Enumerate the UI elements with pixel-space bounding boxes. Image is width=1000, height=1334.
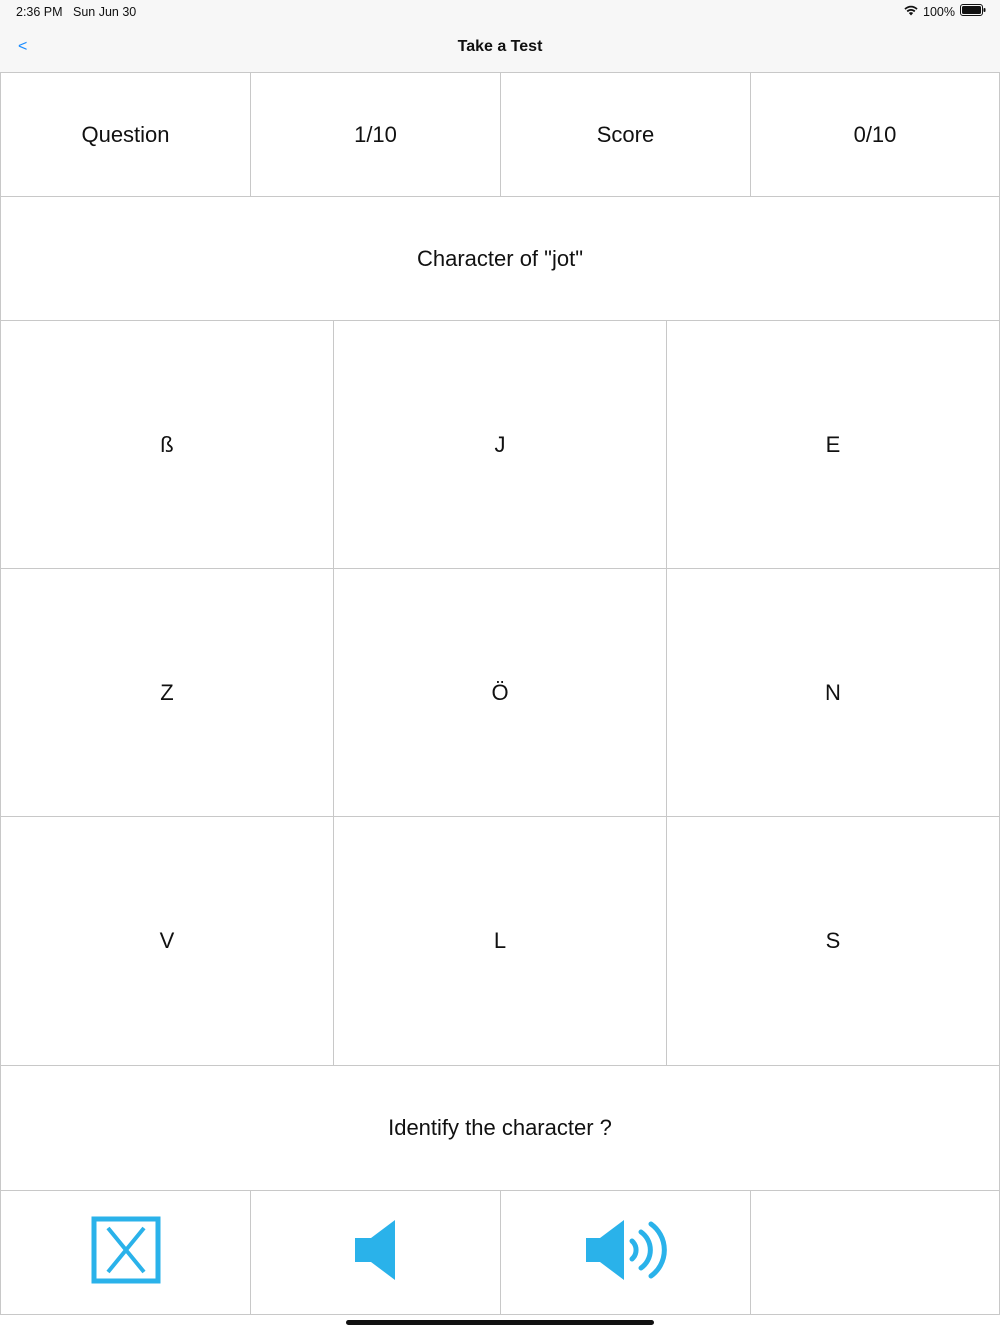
mute-button[interactable] — [250, 1190, 501, 1315]
option-label: J — [494, 431, 506, 457]
status-right — [904, 4, 986, 19]
option-label: N — [825, 679, 841, 705]
option-cell[interactable] — [0, 568, 334, 817]
score-label-cell — [500, 72, 751, 197]
option-cell[interactable] — [0, 816, 334, 1066]
page-title: Take a Test — [457, 38, 543, 55]
question-label: Question — [81, 121, 170, 147]
option-cell[interactable] — [0, 320, 334, 569]
status-date: Sun Jun 30 — [73, 5, 137, 19]
close-box-icon — [91, 1216, 161, 1289]
question-value: 1/10 — [354, 121, 397, 147]
play-sound-button[interactable] — [500, 1190, 751, 1315]
wifi-icon — [904, 5, 918, 19]
option-cell[interactable] — [333, 568, 667, 817]
option-label: Ö — [491, 679, 509, 705]
instruction-cell — [0, 1065, 1000, 1191]
option-label: S — [825, 928, 841, 953]
speaker-mute-icon — [353, 1218, 399, 1287]
option-label: V — [159, 928, 175, 953]
score-value: 0/10 — [853, 121, 897, 147]
status-bar — [0, 0, 1000, 24]
option-cell[interactable] — [666, 568, 1000, 817]
back-button[interactable]: < — [18, 38, 28, 55]
instruction-text: Identify the character ? — [388, 1115, 612, 1140]
question-label-cell — [0, 72, 251, 197]
battery-icon — [960, 4, 986, 19]
close-button[interactable] — [0, 1190, 251, 1315]
option-cell[interactable] — [666, 816, 1000, 1066]
option-label: L — [493, 928, 507, 953]
speaker-loud-icon — [584, 1218, 668, 1287]
option-cell[interactable] — [666, 320, 1000, 569]
option-label: Z — [160, 679, 174, 705]
question-prompt: Character of "jot" — [416, 245, 584, 271]
home-indicator[interactable] — [346, 1320, 654, 1325]
nav-bar — [0, 24, 1000, 72]
option-label: E — [825, 431, 841, 457]
question-value-cell — [250, 72, 501, 197]
battery-percent: 100% — [923, 4, 955, 19]
status-time: 2:36 PM — [16, 5, 63, 19]
score-label: Score — [596, 121, 655, 147]
empty-control-cell — [750, 1190, 1000, 1315]
prompt-cell — [0, 196, 1000, 321]
option-label: ß — [160, 431, 174, 457]
option-cell[interactable] — [333, 816, 667, 1066]
score-value-cell — [750, 72, 1000, 197]
option-cell[interactable] — [333, 320, 667, 569]
